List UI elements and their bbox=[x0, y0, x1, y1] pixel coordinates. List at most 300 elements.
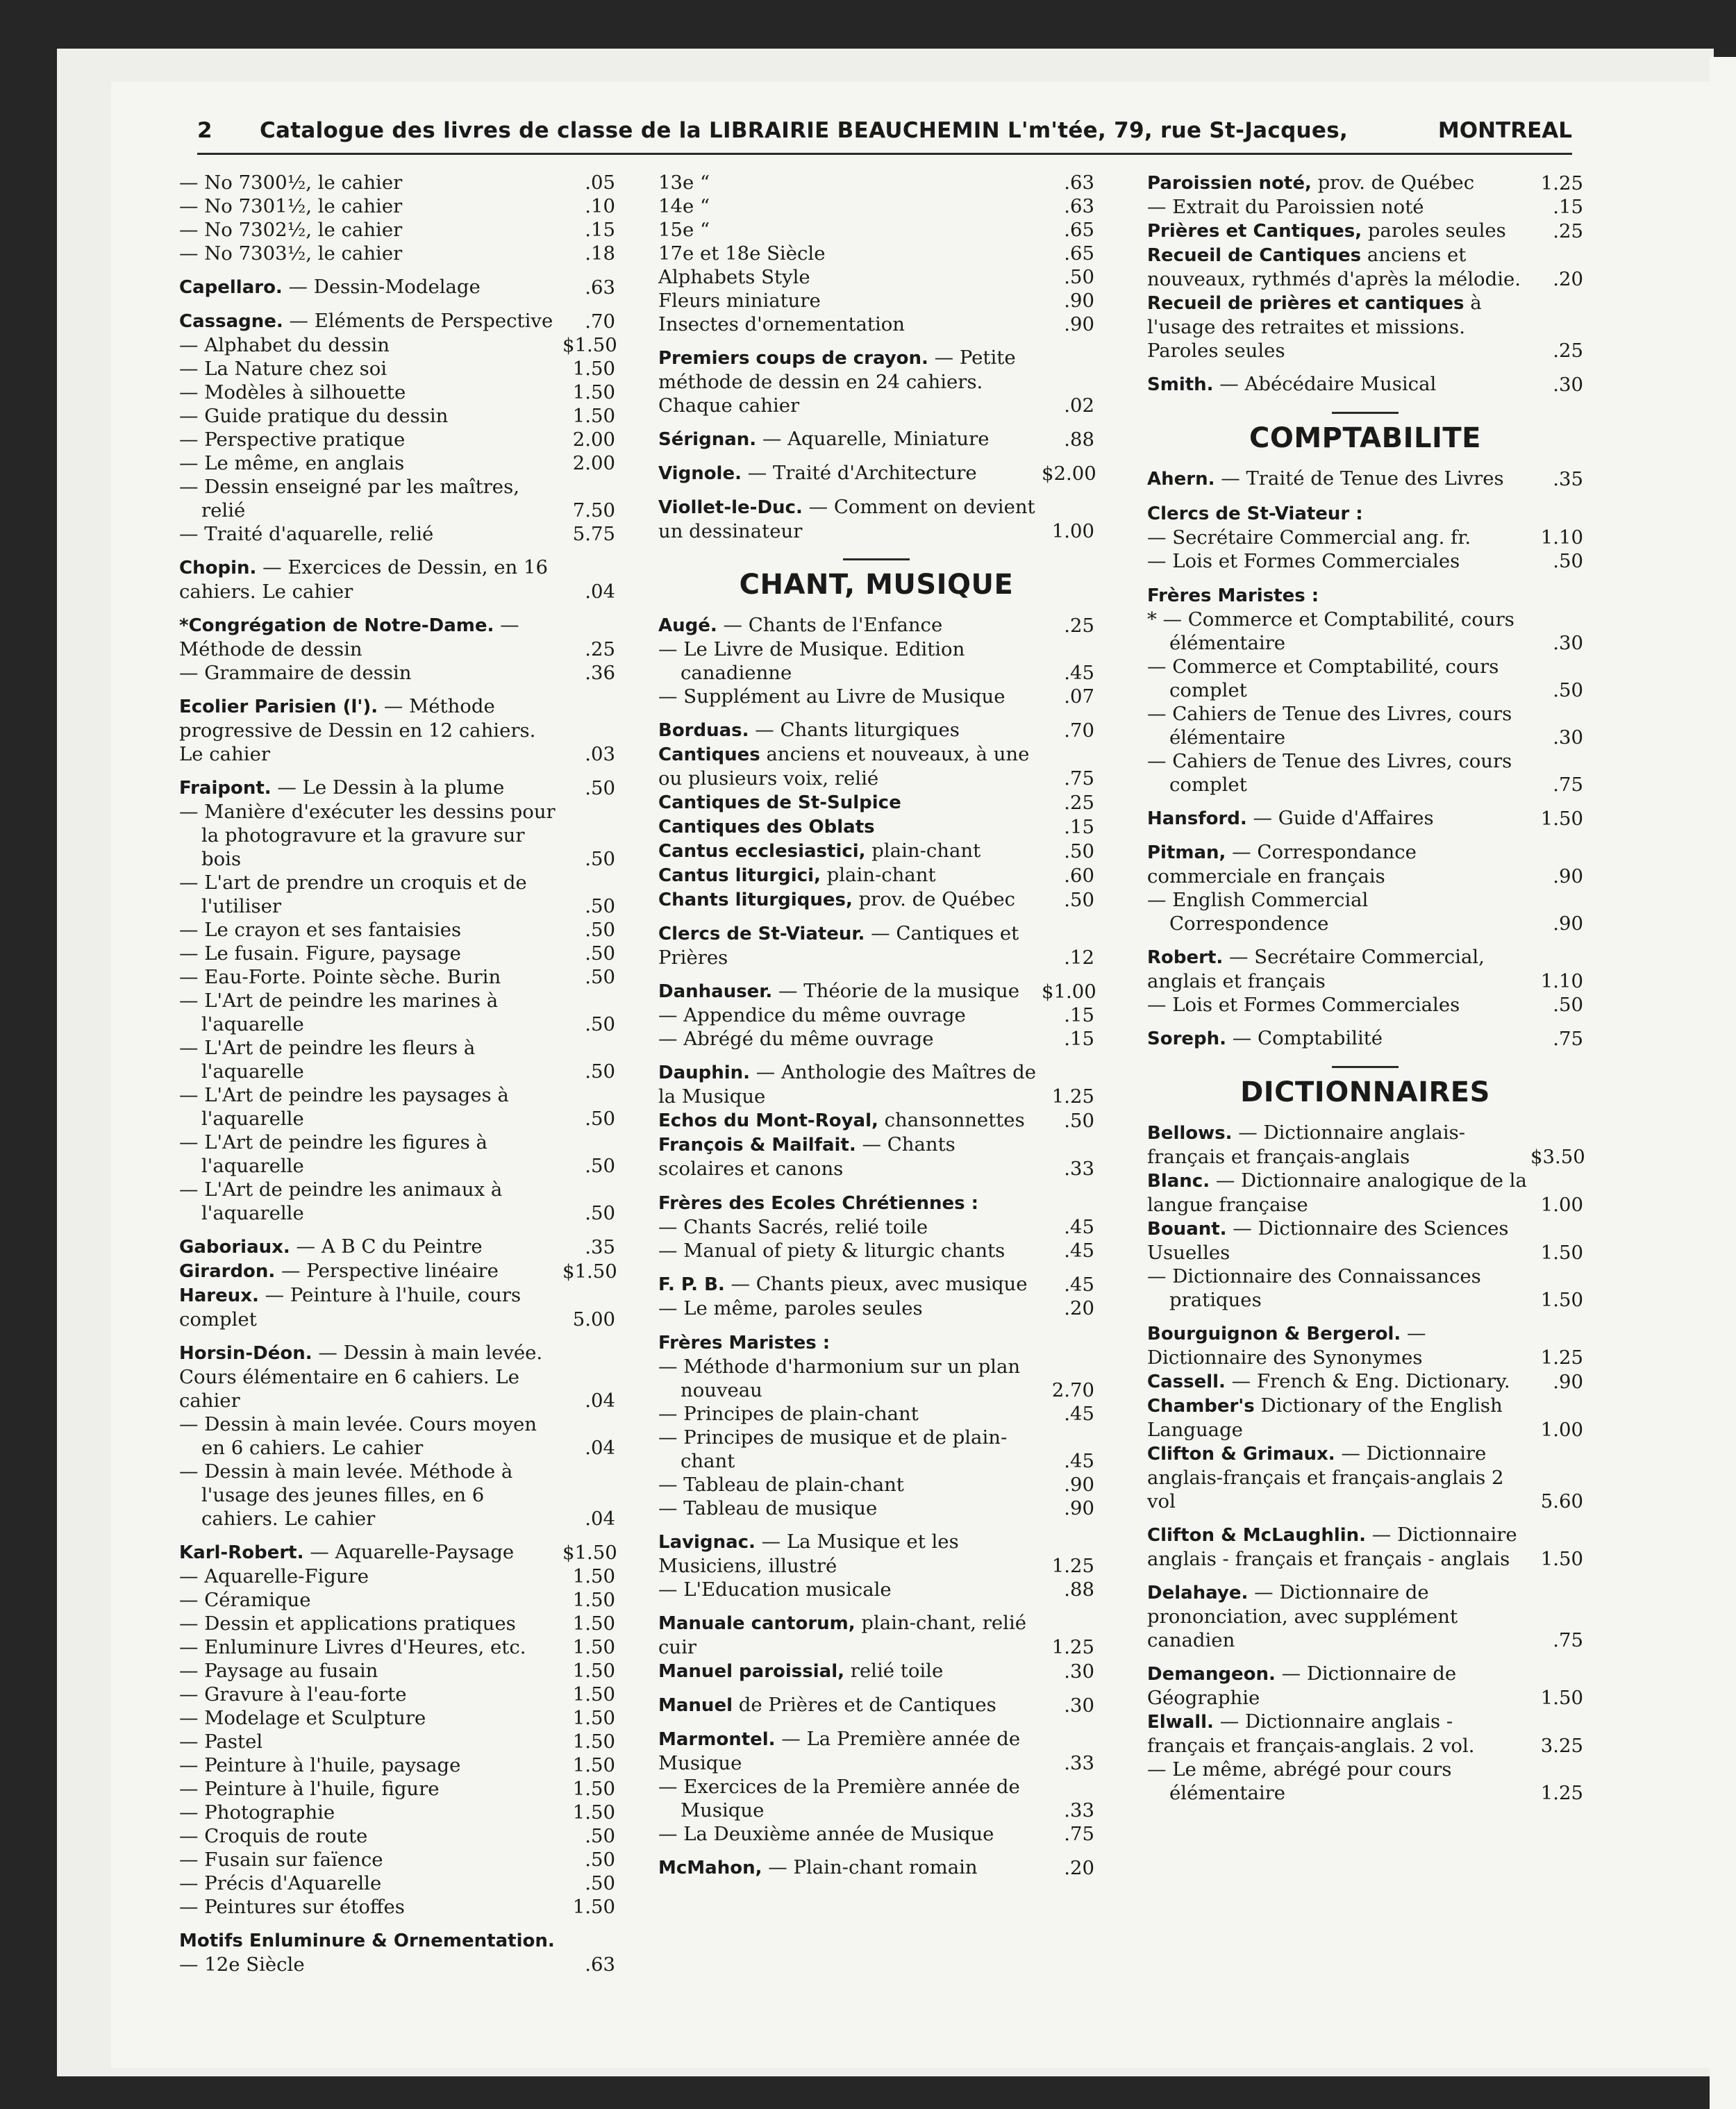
entry-price: .30 bbox=[1553, 374, 1583, 396]
entry-text bbox=[658, 218, 1094, 242]
entry-price: .65 bbox=[1064, 219, 1094, 241]
entry-text bbox=[1147, 1758, 1583, 1805]
entry-price: .45 bbox=[1064, 1216, 1094, 1238]
entry-text bbox=[658, 1497, 1094, 1520]
entry-text bbox=[179, 1753, 615, 1777]
page-header bbox=[197, 108, 1572, 155]
entry-title: — Dessin à main levée. Méthode à l'usage des jeunes filles, en 6 cahiers. Le cahier bbox=[179, 1460, 513, 1530]
entry-author: Horsin-Déon. bbox=[179, 1343, 312, 1364]
entry-author: Cantiques de St-Sulpice bbox=[658, 792, 901, 813]
entry-price: 1.50 bbox=[572, 1683, 615, 1706]
catalogue-entry bbox=[658, 718, 1094, 742]
entry-price: .50 bbox=[585, 1155, 615, 1177]
entry-author: Manuel bbox=[658, 1695, 733, 1716]
section-divider bbox=[843, 558, 910, 560]
entry-price: .04 bbox=[585, 581, 615, 603]
entry-text bbox=[179, 218, 615, 242]
entry-title: — Dessin à main levée. Cours élémentaire en 6 cahiers. Le cahier bbox=[179, 1342, 543, 1412]
entry-text bbox=[1147, 1026, 1583, 1051]
entry-title: — Principes de musique et de plain-chant bbox=[658, 1426, 1008, 1472]
entry-title: plain-chant bbox=[865, 840, 981, 862]
entry-price: 1.50 bbox=[572, 381, 615, 403]
entry-title: — Traité de Tenue des Livres bbox=[1215, 467, 1504, 490]
catalogue-entry bbox=[179, 1412, 615, 1460]
entry-title: — Fusain sur faïence bbox=[179, 1849, 383, 1871]
entry-title: — La Première année de Musique bbox=[658, 1728, 1021, 1774]
entry-price: 1.50 bbox=[572, 1612, 615, 1635]
entry-title: de Prières et de Cantiques bbox=[732, 1694, 996, 1716]
entry-author: Soreph. bbox=[1147, 1028, 1227, 1049]
entry-author: Recueil de Cantiques bbox=[1147, 245, 1362, 266]
entry-title: — L'Art de peindre les marines à l'aquarelle bbox=[179, 990, 499, 1035]
entry-text bbox=[1147, 243, 1583, 291]
entry-price: 1.50 bbox=[1540, 1289, 1583, 1311]
entry-text bbox=[179, 1824, 615, 1848]
entry-title: — Le Livre de Musique. Edition canadienne bbox=[658, 638, 965, 684]
entry-title: — Le fusain. Figure, paysage bbox=[179, 942, 461, 965]
entry-price: .15 bbox=[1064, 816, 1094, 838]
entry-title: anciens et nouveaux, rythmés d'après la mélodie. bbox=[1147, 244, 1521, 290]
entry-price: .75 bbox=[1553, 774, 1583, 796]
entry-title: — Abrégé du même ouvrage bbox=[658, 1028, 934, 1050]
entry-price: .15 bbox=[1553, 196, 1583, 218]
entry-title: — L'Art de peindre les fleurs à l'aquarelle bbox=[179, 1037, 476, 1083]
entry-title: — Correspondance commerciale en français bbox=[1147, 841, 1417, 887]
entry-text bbox=[1147, 1121, 1583, 1169]
entry-price: .45 bbox=[1064, 1403, 1094, 1425]
entry-price: .35 bbox=[585, 1236, 615, 1258]
entry-price: .50 bbox=[585, 777, 615, 799]
catalogue-entry bbox=[658, 1473, 1094, 1497]
entry-text bbox=[658, 461, 1094, 485]
entry-title: — Manière d'exécuter les dessins pour la photogravure et la gravure sur bois bbox=[179, 801, 556, 870]
header-city: MONTREAL bbox=[1437, 118, 1572, 143]
entry-title: — L'Education musicale bbox=[658, 1578, 892, 1601]
catalogue-entry bbox=[1147, 1710, 1583, 1758]
entry-price: 5.75 bbox=[572, 523, 615, 545]
catalogue-entry bbox=[658, 685, 1094, 708]
entry-title: — Guide d'Affaires bbox=[1246, 807, 1434, 829]
catalogue-entry bbox=[658, 1727, 1094, 1775]
entry-author: Viollet-le-Duc. bbox=[658, 497, 803, 518]
entry-price: .12 bbox=[1064, 947, 1094, 969]
entry-title: — Pastel bbox=[179, 1731, 263, 1753]
entry-title: — Plain-chant romain bbox=[762, 1856, 978, 1878]
entry-price: .04 bbox=[585, 1437, 615, 1459]
entry-text bbox=[658, 815, 1094, 839]
entry-price: .63 bbox=[585, 1953, 615, 1976]
entry-price: 1.50 bbox=[572, 1565, 615, 1587]
catalogue-entry bbox=[179, 1460, 615, 1531]
catalogue-entry bbox=[658, 1426, 1094, 1473]
catalogue-entry bbox=[658, 742, 1094, 790]
entry-price: .25 bbox=[1064, 792, 1094, 814]
entry-text bbox=[179, 800, 615, 871]
catalogue-entry bbox=[179, 428, 615, 451]
entry-price: .75 bbox=[1064, 767, 1094, 790]
entry-text bbox=[179, 694, 615, 766]
entry-price: .04 bbox=[585, 1390, 615, 1412]
catalogue-entry bbox=[179, 1540, 615, 1565]
entry-price: .50 bbox=[585, 1849, 615, 1871]
catalogue-entry bbox=[1147, 1662, 1583, 1710]
entry-title: — Le même, abrégé pour cours élémentaire bbox=[1147, 1758, 1452, 1804]
catalogue-entry bbox=[179, 1824, 615, 1848]
publisher-group-heading: Frères Maristes : bbox=[1147, 585, 1319, 606]
entry-price: 1.25 bbox=[1540, 172, 1583, 194]
entry-title: — Cahiers de Tenue des Livres, cours complet bbox=[1147, 750, 1512, 796]
entry-text bbox=[1147, 1217, 1583, 1265]
catalogue-entry bbox=[179, 275, 615, 299]
catalogue-entry bbox=[658, 1775, 1094, 1822]
catalogue-entry bbox=[179, 776, 615, 800]
entry-price: 1.50 bbox=[1540, 1687, 1583, 1709]
entry-text bbox=[179, 1036, 615, 1083]
entry-text bbox=[179, 309, 615, 333]
entry-author: Smith. bbox=[1147, 374, 1214, 395]
entry-author: Girardon. bbox=[179, 1261, 276, 1282]
entry-text bbox=[658, 742, 1094, 790]
entry-title: — Cahiers de Tenue des Livres, cours élémentaire bbox=[1147, 703, 1512, 749]
entry-price: $3.50 bbox=[1530, 1146, 1585, 1168]
entry-text bbox=[658, 922, 1094, 969]
catalogue-entry bbox=[658, 863, 1094, 887]
entry-author: Cassell. bbox=[1147, 1372, 1226, 1392]
catalogue-entry bbox=[179, 194, 615, 218]
catalogue-entry bbox=[1147, 291, 1583, 362]
entry-text bbox=[179, 475, 615, 522]
catalogue-entry bbox=[179, 1131, 615, 1178]
entry-price: 1.50 bbox=[572, 358, 615, 380]
catalogue-entry bbox=[658, 613, 1094, 637]
entry-text bbox=[1147, 1581, 1583, 1652]
catalogue-entry bbox=[658, 1497, 1094, 1520]
entry-text bbox=[658, 613, 1094, 637]
entry-price: .45 bbox=[1064, 662, 1094, 684]
entry-price: .15 bbox=[585, 219, 615, 241]
entry-price: 7.50 bbox=[572, 499, 615, 522]
entry-title: — Grammaire de dessin bbox=[179, 662, 412, 684]
catalogue-entry bbox=[179, 451, 615, 475]
entry-text bbox=[179, 1848, 615, 1872]
entry-title: — Céramique bbox=[179, 1589, 311, 1611]
entry-text bbox=[658, 979, 1094, 1003]
catalogue-entry bbox=[658, 1027, 1094, 1051]
entry-title: — Dictionnaire anglais - français et français - anglais bbox=[1147, 1524, 1517, 1570]
entry-author: Augé. bbox=[658, 615, 717, 636]
entry-price: .90 bbox=[1553, 865, 1583, 887]
entry-price: .33 bbox=[1064, 1799, 1094, 1822]
entry-title: — No 7303½, le cahier bbox=[179, 242, 403, 265]
entry-title: — Manual of piety & liturgic chants bbox=[658, 1240, 1005, 1262]
entry-price: $1.50 bbox=[562, 1260, 617, 1283]
entry-price: .04 bbox=[585, 1508, 615, 1530]
entry-text bbox=[658, 1473, 1094, 1497]
catalogue-entry bbox=[179, 242, 615, 265]
catalogue-entry bbox=[179, 1753, 615, 1777]
entry-title: — Lois et Formes Commerciales bbox=[1147, 550, 1460, 572]
catalogue-entry bbox=[1147, 1169, 1583, 1217]
catalogue-entry bbox=[179, 1283, 615, 1331]
catalogue-entry bbox=[658, 1578, 1094, 1601]
catalogue-entry bbox=[1147, 171, 1583, 195]
entry-author: Bourguignon & Bergerol. bbox=[1147, 1324, 1401, 1344]
entry-title: — Abécédaire Musical bbox=[1213, 373, 1437, 395]
entry-author: Elwall. bbox=[1147, 1712, 1214, 1733]
entry-text bbox=[179, 451, 615, 475]
entry-title: — Traité d'Architecture bbox=[741, 462, 977, 484]
entry-price: .90 bbox=[1064, 1497, 1094, 1519]
entry-title: — Modèles à silhouette bbox=[179, 381, 406, 403]
catalogue-entry bbox=[658, 427, 1094, 451]
entry-text bbox=[1147, 840, 1583, 888]
catalogue-entry bbox=[1147, 1121, 1583, 1169]
catalogue-entry bbox=[658, 1693, 1094, 1717]
section-heading: CHANT, MUSIQUE bbox=[739, 569, 1014, 601]
entry-title: — L'art de prendre un croquis et de l'utiliser bbox=[179, 872, 527, 917]
entry-title: à l'usage des retraites et missions. Paroles seules bbox=[1147, 292, 1482, 362]
entry-text bbox=[1147, 1710, 1583, 1758]
entry-text bbox=[179, 942, 615, 965]
entry-price: 1.50 bbox=[572, 1801, 615, 1824]
entry-text bbox=[179, 965, 615, 989]
entry-price: .75 bbox=[1553, 1629, 1583, 1651]
entry-price: 1.50 bbox=[572, 1660, 615, 1682]
entry-price: 1.00 bbox=[1540, 1194, 1583, 1216]
catalogue-entry bbox=[179, 800, 615, 871]
entry-title: Alphabets Style bbox=[658, 266, 810, 288]
entry-price: .25 bbox=[1553, 340, 1583, 362]
entry-title: — Extrait du Paroissien noté bbox=[1147, 196, 1424, 218]
entry-text bbox=[658, 1727, 1094, 1775]
entry-title: — Méthode de dessin bbox=[179, 614, 519, 660]
entry-price: 1.50 bbox=[572, 1896, 615, 1918]
publisher-group-heading: Frères des Ecoles Chrétiennes : bbox=[658, 1193, 979, 1214]
entry-title: — Paysage au fusain bbox=[179, 1660, 378, 1682]
entry-text bbox=[1147, 1322, 1583, 1369]
entry-text bbox=[1147, 1662, 1583, 1710]
entry-author: Lavignac. bbox=[658, 1532, 756, 1553]
entry-text bbox=[179, 1565, 615, 1588]
catalogue-entry bbox=[179, 1565, 615, 1588]
entry-text bbox=[179, 918, 615, 942]
entry-text bbox=[658, 685, 1094, 708]
entry-text bbox=[658, 495, 1094, 543]
entry-price: .90 bbox=[1064, 1474, 1094, 1496]
entry-text bbox=[658, 1659, 1094, 1683]
entry-title: — Dictionnaire anglais - français et français-anglais. 2 vol. bbox=[1147, 1710, 1475, 1757]
entry-author: Demangeon. bbox=[1147, 1664, 1276, 1685]
entry-text bbox=[658, 1215, 1094, 1239]
entry-title: — Dessin et applications pratiques bbox=[179, 1612, 516, 1635]
entry-title: — Dictionnaire de prononciation, avec supplément canadien bbox=[1147, 1581, 1458, 1651]
catalogue-entry bbox=[179, 1612, 615, 1635]
catalogue-entry bbox=[658, 1239, 1094, 1262]
catalogue-entry bbox=[1147, 1322, 1583, 1369]
entry-price: .50 bbox=[1064, 1110, 1094, 1132]
catalogue-entry bbox=[658, 1272, 1094, 1297]
entry-title: — Perspective pratique bbox=[179, 428, 406, 451]
entry-title: 14e “ bbox=[658, 195, 710, 217]
entry-title: — Méthode progressive de Dessin en 12 cahiers. Le cahier bbox=[179, 695, 536, 765]
entry-price: .25 bbox=[1553, 220, 1583, 242]
entry-title: Insectes d'ornementation bbox=[658, 313, 905, 335]
catalogue-entry bbox=[658, 242, 1094, 265]
entry-price: .50 bbox=[585, 942, 615, 965]
catalogue-entry bbox=[1147, 888, 1583, 935]
entry-title: — Modelage et Sculpture bbox=[179, 1707, 426, 1729]
entry-text bbox=[658, 1611, 1094, 1659]
catalogue-entry bbox=[658, 922, 1094, 969]
catalogue-entry bbox=[658, 1611, 1094, 1659]
entry-price: .25 bbox=[1064, 615, 1094, 637]
entry-price: .30 bbox=[1553, 726, 1583, 749]
entry-text bbox=[658, 265, 1094, 289]
catalogue-entry bbox=[658, 1659, 1094, 1683]
entry-title: — Photographie bbox=[179, 1801, 335, 1824]
entry-title: — Le crayon et ses fantaisies bbox=[179, 919, 462, 941]
entry-author: Prières et Cantiques, bbox=[1147, 221, 1362, 242]
next-page-edge bbox=[1710, 57, 1736, 2109]
entry-text bbox=[658, 1530, 1094, 1578]
catalogue-entry bbox=[1147, 1265, 1583, 1312]
entry-author: Capellaro. bbox=[179, 277, 283, 298]
entry-text bbox=[658, 289, 1094, 312]
entry-title: — No 7302½, le cahier bbox=[179, 219, 403, 241]
entry-author: Marmontel. bbox=[658, 1729, 776, 1750]
catalogue-entry bbox=[179, 942, 615, 965]
entry-text bbox=[179, 1612, 615, 1635]
entry-price: 1.50 bbox=[1540, 808, 1583, 830]
entry-title: — Chants scolaires et canons bbox=[658, 1133, 955, 1180]
section-divider bbox=[1332, 1066, 1399, 1068]
entry-price: .50 bbox=[1064, 889, 1094, 911]
entry-title: chansonnettes bbox=[878, 1109, 1025, 1131]
entry-title: — Dessin enseigné par les maîtres, relié bbox=[179, 476, 519, 522]
entry-author: Manuel paroissial, bbox=[658, 1661, 844, 1682]
entry-text bbox=[1147, 549, 1583, 573]
catalogue-entry bbox=[1147, 993, 1583, 1017]
entry-title: — Secrétaire Commercial, anglais et français bbox=[1147, 946, 1485, 992]
entry-price: 1.25 bbox=[1051, 1085, 1094, 1108]
entry-price: 2.00 bbox=[572, 452, 615, 474]
catalogue-entry bbox=[658, 1355, 1094, 1402]
entry-price: 3.25 bbox=[1540, 1735, 1583, 1757]
entry-title: — Comment on devient un dessinateur bbox=[658, 496, 1035, 542]
catalogue-entry bbox=[1147, 1581, 1583, 1652]
entry-text bbox=[179, 1083, 615, 1131]
entry-price: 1.50 bbox=[572, 1731, 615, 1753]
entry-author: Cantus ecclesiastici, bbox=[658, 841, 866, 862]
entry-text bbox=[179, 428, 615, 451]
entry-text bbox=[179, 404, 615, 428]
entry-title: — Dictionnaire des Sciences Usuelles bbox=[1147, 1217, 1509, 1264]
catalogue-entry bbox=[658, 1297, 1094, 1320]
entry-title: — Le même, paroles seules bbox=[658, 1297, 923, 1319]
entry-text bbox=[658, 1003, 1094, 1027]
entry-text bbox=[658, 1272, 1094, 1297]
catalogue-entry bbox=[658, 815, 1094, 839]
entry-price: .65 bbox=[1064, 242, 1094, 265]
catalogue-column-3 bbox=[1147, 171, 1583, 1805]
entry-title: — Dessin-Modelage bbox=[282, 276, 481, 298]
catalogue-entry bbox=[1147, 549, 1583, 573]
entry-title: — Lois et Formes Commerciales bbox=[1147, 994, 1460, 1016]
catalogue-entry bbox=[179, 1235, 615, 1259]
entry-title: — Guide pratique du dessin bbox=[179, 405, 449, 427]
catalogue-entry bbox=[1147, 1523, 1583, 1571]
catalogue-entry bbox=[658, 637, 1094, 685]
entry-price: .75 bbox=[1064, 1823, 1094, 1845]
entry-title: — Aquarelle, Miniature bbox=[756, 428, 990, 450]
entry-text bbox=[179, 1872, 615, 1895]
entry-price: .20 bbox=[1064, 1297, 1094, 1319]
entry-price: .20 bbox=[1064, 1857, 1094, 1879]
catalogue-entry bbox=[179, 1178, 615, 1225]
catalogue-entry bbox=[179, 1801, 615, 1824]
catalogue-entry bbox=[179, 1848, 615, 1872]
catalogue-entry bbox=[1147, 1394, 1583, 1442]
catalogue-entry bbox=[179, 989, 615, 1036]
catalogue-entry bbox=[1147, 243, 1583, 291]
entry-text bbox=[179, 1895, 615, 1919]
entry-text bbox=[658, 346, 1094, 417]
catalogue-entry bbox=[1147, 1217, 1583, 1265]
entry-text bbox=[1147, 171, 1583, 195]
catalogue-entry bbox=[179, 694, 615, 766]
catalogue-entry bbox=[658, 218, 1094, 242]
entry-price: 1.25 bbox=[1540, 1782, 1583, 1804]
entry-title: Dictionary of the English Language bbox=[1147, 1394, 1503, 1441]
entry-text bbox=[658, 1060, 1094, 1108]
entry-title: — Dictionnaire des Connaissances pratiques bbox=[1147, 1265, 1481, 1311]
catalogue-entry bbox=[1147, 945, 1583, 993]
entry-author: Motifs Enluminure & Ornementation. bbox=[179, 1931, 555, 1951]
entry-author: Fraipont. bbox=[179, 778, 272, 799]
entry-text bbox=[1147, 219, 1583, 243]
entry-title: plain-chant bbox=[820, 864, 936, 886]
entry-title: 13e “ bbox=[658, 172, 710, 194]
entry-title: — Le même, en anglais bbox=[179, 452, 405, 474]
entry-price: .45 bbox=[1064, 1240, 1094, 1262]
catalogue-entry bbox=[179, 556, 615, 603]
entry-title: — Cantiques et Prières bbox=[658, 922, 1019, 969]
entry-price: .70 bbox=[1064, 719, 1094, 742]
entry-author: Sérignan. bbox=[658, 429, 757, 450]
entry-title: — Peintures sur étoffes bbox=[179, 1896, 405, 1918]
entry-author: Cantiques bbox=[658, 744, 760, 765]
entry-text bbox=[179, 333, 615, 357]
entry-author: François & Mailfait. bbox=[658, 1135, 856, 1156]
publisher-group-heading: Clercs de St-Viateur : bbox=[1147, 503, 1363, 524]
entry-text bbox=[1147, 1523, 1583, 1571]
catalogue-entry bbox=[179, 1635, 615, 1659]
entry-text bbox=[179, 1283, 615, 1331]
entry-price: .10 bbox=[585, 195, 615, 217]
catalogue-entry bbox=[1147, 702, 1583, 749]
entry-price: .33 bbox=[1064, 1158, 1094, 1180]
catalogue-entry bbox=[658, 839, 1094, 863]
entry-price: .30 bbox=[1553, 632, 1583, 654]
entry-text bbox=[179, 275, 615, 299]
entry-author: Echos du Mont-Royal, bbox=[658, 1110, 878, 1131]
entry-price: 1.10 bbox=[1540, 526, 1583, 549]
catalogue-entry bbox=[658, 265, 1094, 289]
entry-author: Clercs de St-Viateur. bbox=[658, 924, 865, 944]
catalogue-entry bbox=[658, 1530, 1094, 1578]
entry-text bbox=[179, 381, 615, 404]
entry-price: 1.50 bbox=[1540, 1548, 1583, 1570]
